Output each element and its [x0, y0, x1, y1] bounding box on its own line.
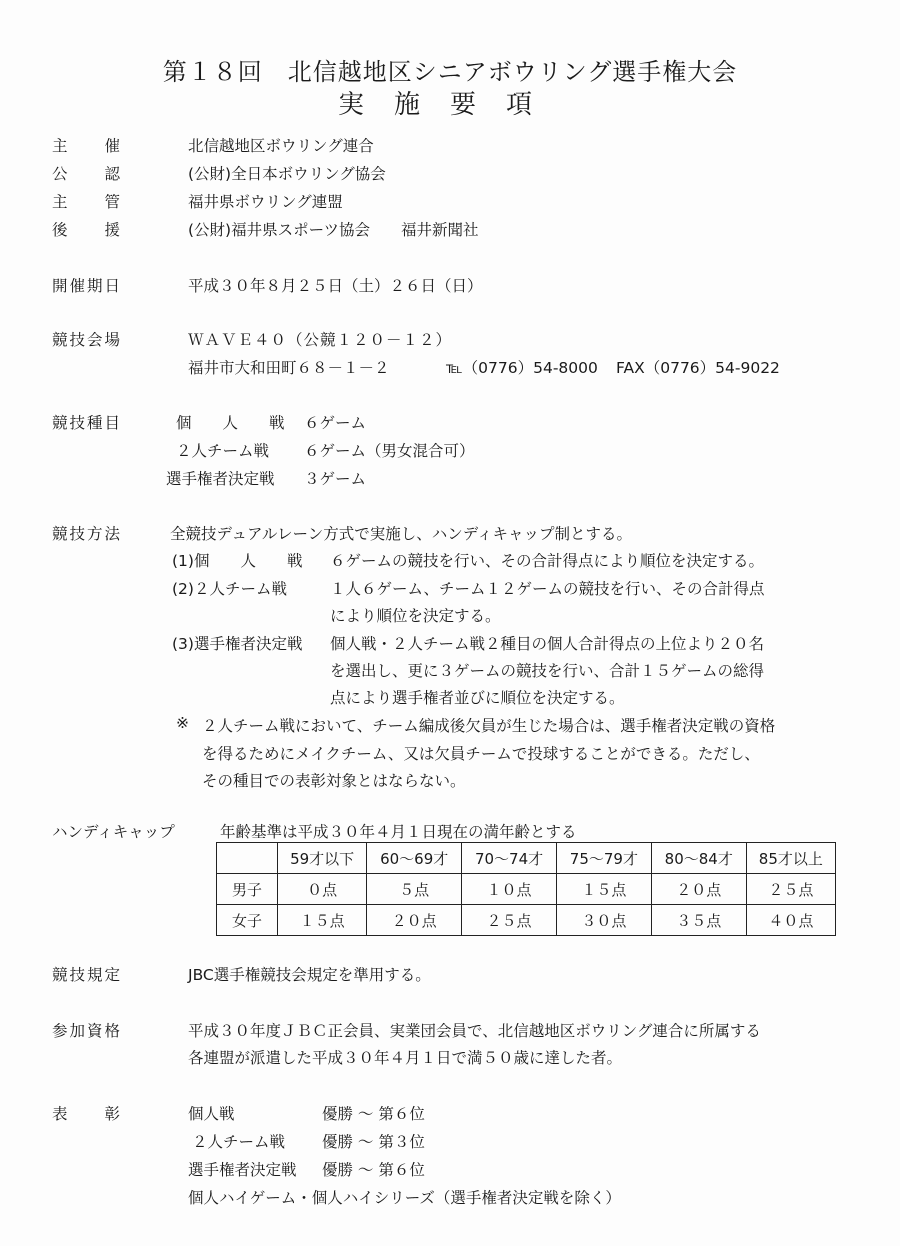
venue-label: 競技会場: [52, 331, 123, 349]
method-item-line: により順位を決定する。: [330, 607, 501, 625]
table-cell: ２０点: [367, 905, 462, 936]
method-item-line: １人６ゲーム、チーム１２ゲームの競技を行い、その合計得点: [330, 580, 765, 598]
events-label: 競技種目: [52, 414, 123, 432]
handicap-note: 年齢基準は平成３０年４月１日現在の満年齢とする: [220, 823, 577, 841]
note-mark: ※: [176, 714, 189, 732]
event-games: ６ゲーム: [304, 414, 367, 432]
method-item-head: (1)個 人 戦: [172, 552, 303, 570]
method-item-line: ６ゲームの競技を行い、その合計得点により順位を決定する。: [330, 552, 765, 570]
rules-label: 競技規定: [52, 966, 123, 984]
award-name: 個人戦: [188, 1105, 235, 1123]
table-cell: ０点: [278, 874, 367, 905]
event-name: 選手権者決定戦: [166, 470, 275, 488]
table-cell: ４０点: [746, 905, 835, 936]
table-header-row: [217, 843, 836, 874]
table-header-cell: 60～69才: [367, 843, 462, 874]
event-games: ６ゲーム（男女混合可）: [304, 442, 475, 460]
award-name: ２人チーム戦: [192, 1133, 286, 1151]
event-games: ３ゲーム: [304, 470, 367, 488]
handicap-table: [216, 842, 836, 936]
sponsor-label: 後 援: [52, 221, 123, 239]
table-header-cell: 75～79才: [556, 843, 651, 874]
note-line: を得るためにメイクチーム、又は欠員チームで投球することができる。ただし、: [202, 745, 760, 763]
award-range: 優勝 ～ 第６位: [322, 1105, 425, 1123]
table-cell: １０点: [462, 874, 557, 905]
sanction-value: (公財)全日本ボウリング協会: [188, 165, 386, 183]
event-name: ２人チーム戦: [176, 442, 270, 460]
table-corner-cell: [217, 843, 278, 874]
handicap-label: ハンディキャップ: [52, 823, 175, 841]
award-range: 優勝 ～ 第３位: [322, 1133, 425, 1151]
table-cell: ３５点: [651, 905, 746, 936]
venue-address: 福井市大和田町６８－１－２: [188, 359, 390, 377]
sanction-label: 公 認: [52, 165, 123, 183]
method-item-line: 点により選手権者並びに順位を決定する。: [330, 689, 625, 707]
table-cell: ５点: [367, 874, 462, 905]
note-line: ２人チーム戦において、チーム編成後欠員が生じた場合は、選手権者決定戦の資格: [202, 717, 776, 735]
manager-value: 福井県ボウリング連盟: [188, 193, 343, 211]
award-range: 優勝 ～ 第６位: [322, 1161, 425, 1179]
sponsor-value: (公財)福井県スポーツ協会 福井新聞社: [188, 221, 479, 239]
table-row-label: 男子: [217, 874, 278, 905]
note-line: その種目での表彰対象とはならない。: [202, 772, 466, 790]
document-subtitle: 実施要項: [337, 90, 562, 120]
table-header-cell: 59才以下: [278, 843, 367, 874]
method-item-line: を選出し、更に３ゲームの競技を行い、合計１５ゲームの総得: [330, 662, 765, 680]
table-cell: ２５点: [462, 905, 557, 936]
method-label: 競技方法: [52, 525, 123, 543]
table-cell: １５点: [556, 874, 651, 905]
table-cell: ２５点: [746, 874, 835, 905]
table-header-cell: 70～74才: [462, 843, 557, 874]
eligibility-line: 各連盟が派遣した平成３０年４月１日で満５０歳に達した者。: [188, 1049, 623, 1067]
table-header-cell: 80～84才: [651, 843, 746, 874]
dates-value: 平成３０年８月２５日（土）２６日（日）: [188, 277, 483, 295]
table-row: [217, 874, 836, 905]
award-name: 選手権者決定戦: [188, 1161, 297, 1179]
table-row: [217, 905, 836, 936]
table-row-label: 女子: [217, 905, 278, 936]
method-item-head: (2)２人チーム戦: [172, 580, 287, 598]
organizer-value: 北信越地区ボウリング連合: [188, 137, 374, 155]
venue-name: ＷＡＶＥ４０（公競１２０－１２）: [188, 331, 453, 349]
award-extra: 個人ハイゲーム・個人ハイシリーズ（選手権者決定戦を除く）: [188, 1189, 621, 1207]
dates-label: 開催期日: [52, 277, 123, 295]
table-cell: ３０点: [556, 905, 651, 936]
awards-label: 表 彰: [52, 1105, 123, 1123]
event-name: 個 人 戦: [176, 414, 285, 432]
method-item-line: 個人戦・２人チーム戦２種目の個人合計得点の上位より２０名: [330, 635, 765, 653]
table-cell: １５点: [278, 905, 367, 936]
table-cell: ２０点: [651, 874, 746, 905]
eligibility-line: 平成３０年度ＪＢＣ正会員、実業団会員で、北信越地区ボウリング連合に所属する: [188, 1022, 761, 1040]
eligibility-label: 参加資格: [52, 1022, 123, 1040]
organizer-label: 主 催: [52, 137, 123, 155]
method-item-head: (3)選手権者決定戦: [172, 635, 303, 653]
document-title: 第１８回 北信越地区シニアボウリング選手権大会: [162, 58, 738, 86]
method-intro: 全競技デュアルレーン方式で実施し、ハンディキャップ制とする。: [170, 525, 632, 543]
table-header-cell: 85才以上: [746, 843, 835, 874]
manager-label: 主 管: [52, 193, 123, 211]
venue-tel: ℡（0776）54-8000: [446, 359, 598, 377]
venue-fax: FAX（0776）54-9022: [616, 359, 780, 377]
rules-value: JBC選手権競技会規定を準用する。: [188, 966, 431, 984]
